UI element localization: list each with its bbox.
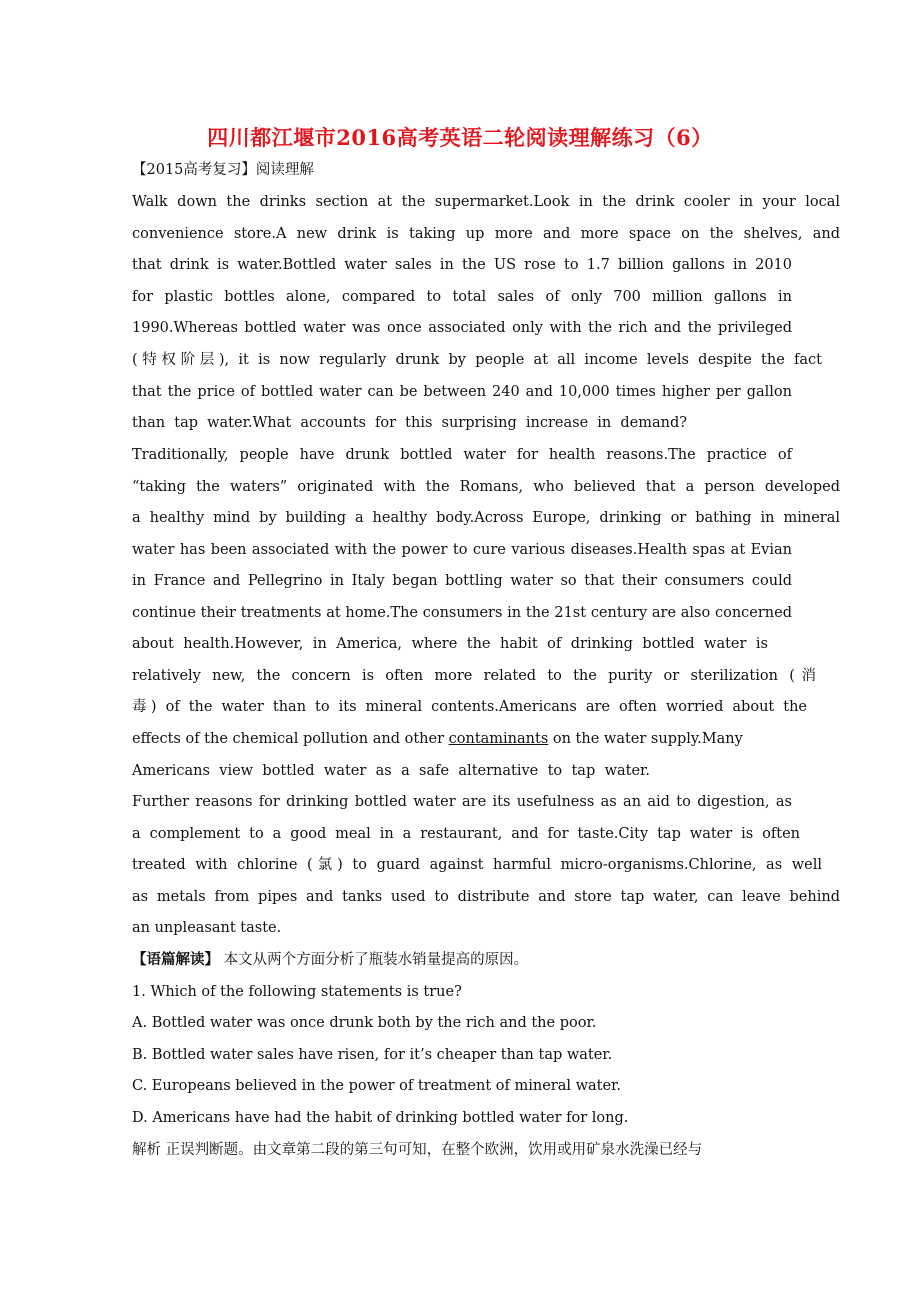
- section-label: 【2015高考复习】阅读理解: [132, 162, 314, 178]
- passage-line: that drink is water.Bottled water sales in the US rose to 1.7 billion gallons in 2010: [132, 257, 792, 273]
- passage-line: that the price of bottled water can be between 240 and 10,000 times higher per gallon: [132, 384, 792, 400]
- page-title: 四川都江堰市2016高考英语二轮阅读理解练习（6）: [207, 125, 713, 150]
- passage-line: in France and Pellegrino in Italy began bottling water so that their consumers could: [132, 573, 792, 589]
- passage-line: 1990.Whereas bottled water was once associated only with the rich and the privileged: [132, 320, 792, 336]
- passage-line: as metals from pipes and tanks used to distribute and store tap water, can leave behind: [132, 889, 840, 905]
- passage-line: Walk down the drinks section at the supermarket.Look in the drink cooler in your local: [132, 194, 840, 210]
- option-d: D. Americans have had the habit of drinking bottled water for long.: [132, 1110, 629, 1126]
- underlined-word: contaminants: [448, 731, 549, 747]
- passage-line: relatively new, the concern is often more related to the purity or sterilization (消: [132, 668, 816, 684]
- option-b: B. Bottled water sales have risen, for it’s cheaper than tap water.: [132, 1047, 613, 1063]
- question-stem: 1. Which of the following statements is true?: [132, 984, 462, 1000]
- passage-line: than tap water.What accounts for this surprising increase in demand?: [132, 415, 687, 431]
- passage-line: about health.However, in America, where the habit of drinking bottled water is: [132, 636, 768, 652]
- passage-line-underline: [132, 729, 792, 749]
- passage-line: a complement to a good meal in a restaurant, and for taste.City tap water is often: [132, 826, 800, 842]
- passage-line: a healthy mind by building a healthy body.Across Europe, drinking or bathing in mineral: [132, 510, 840, 526]
- passage-line: Further reasons for drinking bottled water are its usefulness as an aid to digestion, as: [132, 794, 792, 810]
- analysis-line: [132, 950, 840, 970]
- option-a: A. Bottled water was once drunk both by the rich and the poor.: [132, 1015, 597, 1031]
- passage-line: convenience store.A new drink is taking up more and more space on the shelves, and: [132, 226, 840, 242]
- passage-text: effects of the chemical pollution and other: [132, 731, 449, 747]
- analysis-label: 【语篇解读】: [132, 951, 219, 968]
- passage-text: on the water supply.Many: [548, 731, 743, 747]
- option-c: C. Europeans believed in the power of treatment of mineral water.: [132, 1078, 622, 1094]
- analysis-text: 本文从两个方面分析了瓶装水销量提高的原因。: [219, 952, 529, 968]
- passage-line: “taking the waters” originated with the Romans, who believed that a person developed: [132, 479, 840, 495]
- passage-line: water has been associated with the power to cure various diseases.Health spas at Evian: [132, 542, 792, 558]
- passage-line: continue their treatments at home.The consumers in the 21st century are also concerned: [132, 605, 792, 621]
- passage-line: treated with chlorine (氯) to guard against harmful micro-organisms.Chlorine, as well: [132, 857, 822, 873]
- passage-line: Americans view bottled water as a safe alternative to tap water.: [132, 763, 650, 779]
- passage-line: an unpleasant taste.: [132, 920, 282, 936]
- passage-line: Traditionally, people have drunk bottled water for health reasons.The practice of: [132, 447, 792, 463]
- explanation-line: 解析 正误判断题。由文章第二段的第三句可知，在整个欧洲，饮用或用矿泉水洗澡已经与: [132, 1142, 703, 1158]
- passage-line: 毒) of the water than to its mineral contents.Americans are often worried about the: [132, 699, 807, 715]
- passage-line: for plastic bottles alone, compared to total sales of only 700 million gallons in: [132, 289, 792, 305]
- passage-line: (特权阶层), it is now regularly drunk by people at all income levels despite the fact: [132, 352, 822, 368]
